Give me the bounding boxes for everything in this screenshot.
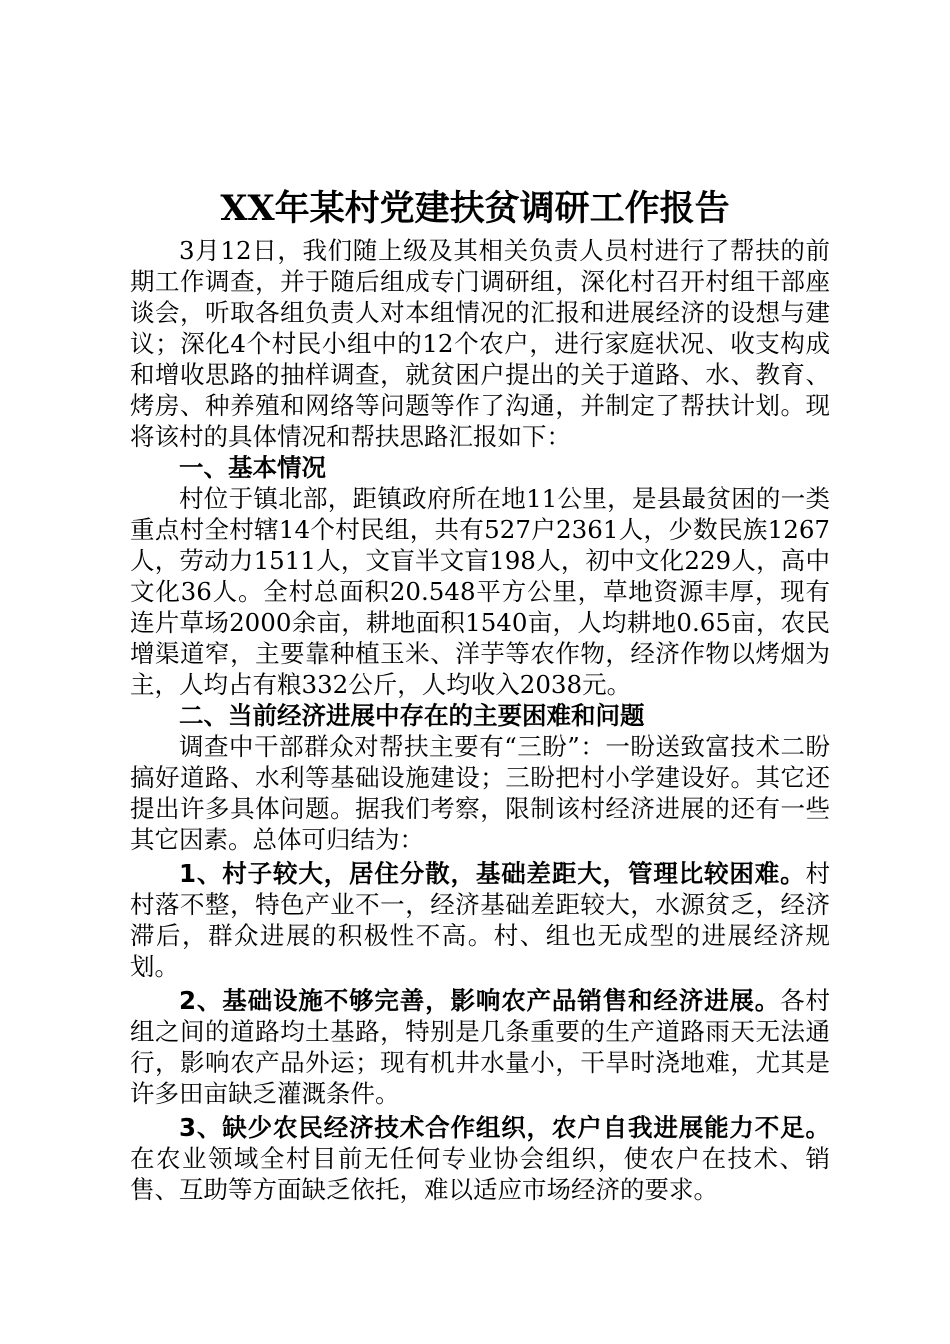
problem-item-1-lead: 1、村子较大，居住分散，基础差距大，管理比较困难。 xyxy=(179,859,806,888)
intro-paragraph: 3月12日，我们随上级及其相关负责人员村进行了帮扶的前期工作调查，并于随后组成专门调研组，深化村召开村组干部座谈会，听取各组负责人对本组情况的汇报和进展经济的设想与建议；深化4个村民小组中的12个农户，进行家庭状况、收支构成和增收思路的抽样调查，就贫困户提出的关于道路、水、教育、烤房、种养殖和网络等问题等作了沟通，并制定了帮扶计划。现将该村的具体情况和帮扶思路汇报如下： xyxy=(130,236,830,451)
problem-item-1-text: 村村落不整，特色产业不一，经济基础差距较大，水源贫乏，经济滞后，群众进展的积极性不高。村、组也无成型的进展经济规划。 xyxy=(130,859,830,981)
problem-item-2-text: 各村组之间的道路均土基路，特别是几条重要的生产道路雨天无法通行，影响农产品外运；现有机井水量小，干旱时浇地难，尤其是许多田亩缺乏灌溉条件。 xyxy=(130,986,830,1108)
problem-item-3-lead: 3、缺少农民经济技术合作组织，农户自我进展能力不足。 xyxy=(179,1113,830,1142)
problem-item-2-lead: 2、基础设施不够完善，影响农产品销售和经济进展。 xyxy=(179,986,781,1015)
section-heading-basic-situation: 一、基本情况 xyxy=(179,453,326,482)
problem-item-1 xyxy=(130,858,830,982)
document-body xyxy=(130,235,830,1205)
basic-situation-paragraph: 村位于镇北部，距镇政府所在地11公里，是县最贫困的一类重点村全村辖14个村民组，共有527户2361人，少数民族1267人，劳动力1511人，文盲半文盲198人，初中文化229人，高中文化36人。全村总面积20.548平方公里，草地资源丰厚，现有连片草场2000余亩，耕地面积1540亩，人均耕地0.65亩，农民增渠道窄，主要靠种植玉米、洋芋等农作物，经济作物以烤烟为主，人均占有粮332公斤，人均收入2038元。 xyxy=(130,484,830,699)
problem-item-3-text: 在农业领域全村目前无任何专业协会组织，使农户在技术、销售、互助等方面缺乏依托，难以适应市场经济的要求。 xyxy=(130,1144,830,1204)
difficulties-intro-paragraph: 调查中干部群众对帮扶主要有“三盼”：一盼送致富技术二盼搞好道路、水利等基础设施建设；三盼把村小学建设好。其它还提出许多具体问题。据我们考察，限制该村经济进展的还有一些其它因素。总体可归结为： xyxy=(130,732,830,854)
document-title: XX年某村党建扶贫调研工作报告 xyxy=(220,188,730,229)
problem-item-2 xyxy=(130,985,830,1109)
section-heading-difficulties: 二、当前经济进展中存在的主要困难和问题 xyxy=(179,701,645,730)
problem-item-3 xyxy=(130,1112,830,1205)
